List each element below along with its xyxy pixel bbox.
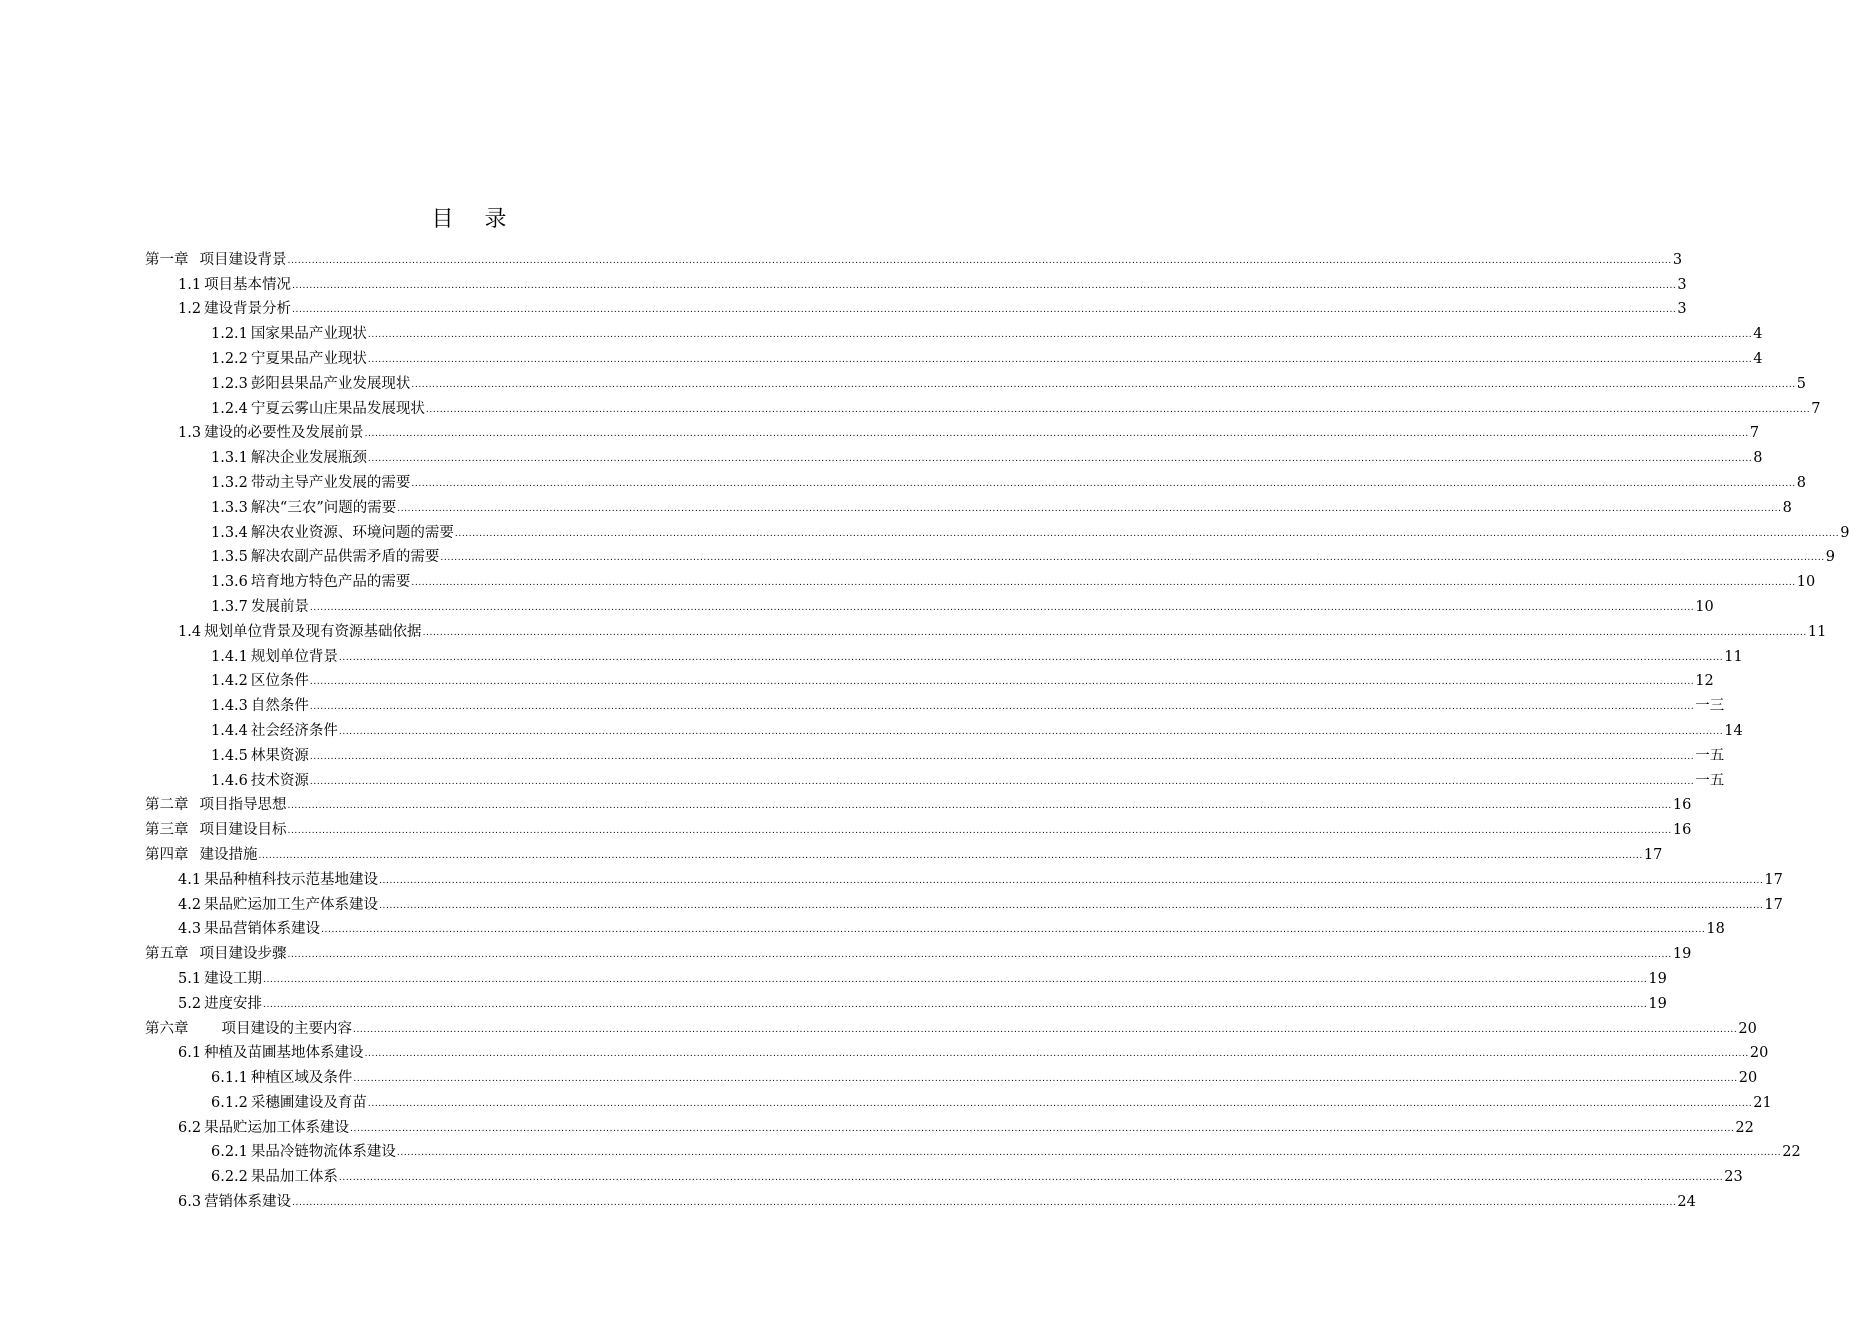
toc-dot-leader: ................................................................................................................................................................................................................................................................................................................................................................................................................ (287, 255, 1672, 266)
toc-entry-number: 1.4 (178, 623, 202, 640)
toc-dot-leader: ................................................................................................................................................................................................................................................................................................................................................................................................................ (364, 429, 1749, 440)
toc-entry-title: 果品加工体系 (250, 1169, 338, 1186)
toc-dot-leader: ................................................................................................................................................................................................................................................................................................................................................................................................................ (338, 1173, 1724, 1184)
toc-entry-title: 果品冷链物流体系建设 (250, 1144, 396, 1161)
toc-entry-number: 6.2.2 (211, 1169, 248, 1186)
toc-entry-text (145, 795, 287, 815)
toc-entry-text (178, 895, 378, 915)
toc-dot-leader: ................................................................................................................................................................................................................................................................................................................................................................................................................ (292, 305, 1677, 316)
toc-dot-leader: ................................................................................................................................................................................................................................................................................................................................................................................................................ (367, 1098, 1753, 1109)
toc-dot-leader: ................................................................................................................................................................................................................................................................................................................................................................................................................ (350, 1123, 1735, 1134)
toc-dot-leader: ................................................................................................................................................................................................................................................................................................................................................................................................................ (411, 478, 1796, 489)
toc-dot-leader: ................................................................................................................................................................................................................................................................................................................................................................................................................ (309, 702, 1695, 713)
toc-entry-number: 1.3.1 (211, 450, 248, 467)
toc-entry-number: 6.3 (178, 1194, 202, 1211)
toc-entry[interactable] (145, 989, 1667, 1014)
toc-entry-text (211, 448, 367, 468)
toc-entry-number: 1.2.1 (211, 326, 248, 343)
toc-entry-text (178, 994, 262, 1014)
toc-entry-title: 采穗圃建设及育苗 (250, 1094, 367, 1111)
toc-entry[interactable] (145, 667, 1714, 692)
toc-dot-leader: ................................................................................................................................................................................................................................................................................................................................................................................................................ (353, 1024, 1738, 1035)
toc-entry-text (178, 299, 291, 319)
toc-page-number: 21 (1753, 1094, 1772, 1111)
toc-entry-title: 果品贮运加工体系建设 (204, 1119, 350, 1136)
toc-entry-text (178, 1192, 291, 1212)
toc-entry-number: 1.3.4 (211, 524, 248, 541)
toc-entry[interactable] (145, 1113, 1754, 1138)
toc-entry[interactable] (145, 865, 1783, 890)
toc-entry-number: 第二章 (145, 797, 189, 814)
toc-dot-leader: ................................................................................................................................................................................................................................................................................................................................................................................................................ (425, 404, 1811, 415)
toc-dot-leader: ................................................................................................................................................................................................................................................................................................................................................................................................................ (309, 602, 1695, 613)
toc-entry-title: 进度安排 (204, 995, 263, 1012)
toc-entry-title: 带动主导产业发展的需要 (250, 474, 411, 491)
toc-entry[interactable] (145, 344, 1763, 369)
toc-title: 目 录 (431, 207, 519, 232)
toc-page-number: 3 (1672, 251, 1683, 268)
toc-entry[interactable] (145, 1063, 1758, 1088)
toc-page-number: 24 (1677, 1194, 1696, 1211)
toc-entry-number: 4.3 (178, 921, 202, 938)
toc-entry[interactable] (145, 691, 1725, 716)
toc-dot-leader: ................................................................................................................................................................................................................................................................................................................................................................................................................ (411, 578, 1796, 589)
toc-entry-title: 果品贮运加工生产体系建设 (204, 896, 379, 913)
toc-dot-leader: ................................................................................................................................................................................................................................................................................................................................................................................................................ (287, 826, 1672, 837)
toc-page-number: 9 (1825, 549, 1835, 566)
toc-page-number: 22 (1735, 1119, 1754, 1136)
toc-page-number: 17 (1764, 896, 1783, 913)
toc-page-number: 22 (1782, 1144, 1801, 1161)
toc-page-number: 一三 (1695, 698, 1725, 715)
toc-entry-text (211, 572, 410, 592)
toc-entry-number: 6.1 (178, 1045, 202, 1062)
toc-entry-text (178, 919, 320, 939)
toc-entry-number: 4.2 (178, 896, 202, 913)
toc-entry[interactable] (145, 964, 1667, 989)
toc-dot-leader: ................................................................................................................................................................................................................................................................................................................................................................................................................ (397, 503, 1782, 514)
toc-entry[interactable] (145, 394, 1821, 419)
toc-entry[interactable] (145, 716, 1743, 741)
toc-dot-leader: ................................................................................................................................................................................................................................................................................................................................................................................................................ (367, 454, 1753, 465)
toc-entry-title: 项目建设背景 (199, 251, 287, 268)
toc-entry-number: 1.3.5 (211, 549, 248, 566)
toc-entry-title: 区位条件 (250, 673, 309, 690)
toc-entry-title: 林果资源 (250, 747, 309, 764)
toc-dot-leader: ................................................................................................................................................................................................................................................................................................................................................................................................................ (292, 1198, 1677, 1209)
toc-entry-text (178, 1118, 349, 1138)
toc-entry-title: 项目建设步骤 (199, 946, 287, 963)
toc-entry-number: 6.1.2 (211, 1094, 248, 1111)
toc-dot-leader: ................................................................................................................................................................................................................................................................................................................................................................................................................ (338, 726, 1724, 737)
toc-entry[interactable] (145, 1014, 1757, 1039)
toc-dot-leader: ................................................................................................................................................................................................................................................................................................................................................................................................................ (367, 354, 1753, 365)
toc-page-number: 5 (1796, 375, 1806, 392)
toc-entry-title: 项目基本情况 (204, 276, 292, 293)
toc-dot-leader: ................................................................................................................................................................................................................................................................................................................................................................................................................ (379, 875, 1764, 886)
toc-page-number: 3 (1677, 276, 1687, 293)
toc-entry[interactable] (145, 939, 1692, 964)
toc-dot-leader: ................................................................................................................................................................................................................................................................................................................................................................................................................ (353, 1074, 1738, 1085)
toc-dot-leader: ................................................................................................................................................................................................................................................................................................................................................................................................................ (396, 1148, 1782, 1159)
toc-entry[interactable] (145, 1138, 1801, 1163)
toc-entry[interactable] (145, 295, 1687, 320)
toc-dot-leader: ................................................................................................................................................................................................................................................................................................................................................................................................................ (364, 1049, 1749, 1060)
toc-entry[interactable] (145, 1162, 1743, 1187)
toc-entry-number: 第六章 (145, 1020, 189, 1037)
toc-entry[interactable] (145, 642, 1743, 667)
toc-page-number: 11 (1807, 623, 1827, 640)
toc-entry[interactable] (145, 543, 1835, 568)
toc-entry-text (145, 944, 287, 964)
toc-entry-text (211, 473, 410, 493)
toc-entry-number: 1.4.5 (211, 747, 248, 764)
toc-entry-text (211, 349, 367, 369)
toc-entry[interactable] (145, 592, 1714, 617)
toc-entry[interactable] (145, 741, 1725, 766)
toc-page-number: 8 (1753, 450, 1763, 467)
toc-entry-title: 解决农副产品供需矛盾的需要 (250, 549, 440, 566)
toc-entry-title: 建设工期 (204, 970, 263, 987)
toc-entry-number: 1.2.2 (211, 350, 248, 367)
toc-page-number: 8 (1782, 499, 1792, 516)
toc-entry[interactable] (145, 443, 1763, 468)
toc-entry-text (211, 498, 396, 518)
toc-entry-text (145, 1019, 352, 1039)
toc-entry-number: 1.3 (178, 425, 202, 442)
toc-entry-number: 1.2 (178, 301, 202, 318)
toc-page-number: 20 (1738, 1070, 1758, 1087)
toc-entry-title: 建设措施 (199, 846, 258, 863)
toc-page-number: 12 (1695, 673, 1714, 690)
toc-entry-text (178, 622, 422, 642)
toc-entry-number: 1.3.6 (211, 574, 248, 591)
toc-entry-title: 果品营销体系建设 (204, 921, 321, 938)
toc-page-number: 一五 (1695, 772, 1725, 789)
toc-entry[interactable] (145, 270, 1687, 295)
toc-entry-title: 解决“三农”问题的需要 (250, 499, 397, 516)
toc-entry-title: 项目建设的主要内容 (221, 1020, 352, 1037)
toc-entry[interactable] (145, 815, 1692, 840)
toc-entry-title: 自然条件 (250, 698, 309, 715)
toc-entry-number: 1.3.7 (211, 598, 248, 615)
toc-page-number: 4 (1753, 350, 1763, 367)
toc-entry-text (178, 275, 291, 295)
toc-page-number: 19 (1648, 995, 1667, 1012)
toc-entry[interactable] (145, 890, 1783, 915)
toc-entry-text (211, 647, 338, 667)
toc-entry-title: 建设背景分析 (204, 301, 292, 318)
toc-entry-text (145, 845, 258, 865)
toc-entry[interactable] (145, 617, 1827, 642)
toc-entry-text (211, 771, 309, 791)
toc-page-number: 17 (1643, 846, 1663, 863)
toc-page-number: 7 (1811, 400, 1821, 417)
toc-entry[interactable] (145, 245, 1683, 270)
toc-page-number: 16 (1672, 822, 1692, 839)
toc-entry-title: 发展前景 (250, 598, 309, 615)
toc-entry-text (211, 1142, 396, 1162)
toc-entry-title: 规划单位背景及现有资源基础依据 (204, 623, 422, 640)
toc-page-number: 9 (1840, 524, 1849, 541)
toc-entry-title: 技术资源 (250, 772, 309, 789)
toc-entry[interactable] (145, 518, 1849, 543)
toc-entry[interactable] (145, 1187, 1696, 1212)
toc-entry[interactable] (145, 419, 1760, 444)
toc-entry-title: 国家果品产业现状 (250, 326, 367, 343)
toc-entry-number: 1.2.3 (211, 375, 248, 392)
toc-entry-title: 项目指导思想 (199, 797, 287, 814)
toc-list (145, 245, 1849, 1212)
toc-dot-leader: ................................................................................................................................................................................................................................................................................................................................................................................................................ (292, 280, 1677, 291)
toc-entry-title: 宁夏果品产业现状 (250, 350, 367, 367)
toc-entry-text (211, 374, 410, 394)
toc-entry-text (211, 324, 367, 344)
toc-entry-title: 彭阳县果品产业发展现状 (250, 375, 411, 392)
toc-entry-title: 种植及苗圃基地体系建设 (204, 1045, 364, 1062)
toc-entry-text (211, 523, 454, 543)
toc-entry[interactable] (145, 567, 1816, 592)
toc-entry-text (211, 746, 309, 766)
toc-entry-title: 规划单位背景 (250, 648, 338, 665)
toc-entry-number: 5.2 (178, 995, 202, 1012)
toc-entry-number: 6.1.1 (211, 1070, 248, 1087)
toc-page-number: 18 (1706, 921, 1725, 938)
toc-page-number: 10 (1796, 574, 1816, 591)
toc-entry[interactable] (145, 791, 1692, 816)
toc-entry-text (178, 870, 378, 890)
toc-entry-number: 第三章 (145, 822, 189, 839)
toc-dot-leader: ................................................................................................................................................................................................................................................................................................................................................................................................................ (263, 974, 1648, 985)
toc-page-number: 一五 (1695, 747, 1725, 764)
toc-page-number: 23 (1724, 1169, 1743, 1186)
toc-entry-number: 1.4.1 (211, 648, 248, 665)
toc-entry-title: 建设的必要性及发展前景 (204, 425, 364, 442)
toc-entry-title: 解决农业资源、环境问题的需要 (250, 524, 454, 541)
toc-entry-number: 1.4.2 (211, 673, 248, 690)
toc-entry-text (178, 1043, 364, 1063)
toc-entry[interactable] (145, 840, 1663, 865)
toc-entry-number: 1.3.2 (211, 474, 248, 491)
toc-entry-text (211, 1093, 367, 1113)
toc-entry[interactable] (145, 1039, 1769, 1064)
toc-dot-leader: ................................................................................................................................................................................................................................................................................................................................................................................................................ (309, 677, 1695, 688)
toc-entry-text (211, 399, 425, 419)
toc-entry-text (178, 969, 262, 989)
toc-entry-title: 项目建设目标 (199, 822, 287, 839)
toc-page-number: 4 (1753, 326, 1763, 343)
toc-entry-text (178, 423, 364, 443)
toc-entry-title: 果品种植科技示范基地建设 (204, 871, 379, 888)
toc-page-number: 20 (1749, 1045, 1769, 1062)
toc-entry-text (211, 1068, 352, 1088)
toc-entry-title: 种植区域及条件 (250, 1070, 353, 1087)
toc-entry-text (145, 250, 287, 270)
toc-page-number: 3 (1677, 301, 1687, 318)
toc-dot-leader: ................................................................................................................................................................................................................................................................................................................................................................................................................ (287, 950, 1672, 961)
toc-entry-number: 4.1 (178, 871, 202, 888)
toc-page-number: 11 (1724, 648, 1743, 665)
toc-page-number: 19 (1672, 946, 1692, 963)
toc-dot-leader: ................................................................................................................................................................................................................................................................................................................................................................................................................ (309, 776, 1695, 787)
toc-entry-number: 6.2 (178, 1119, 202, 1136)
toc-entry[interactable] (145, 915, 1725, 940)
toc-entry-text (211, 547, 439, 567)
toc-entry-number: 1.4.6 (211, 772, 248, 789)
toc-page-number: 20 (1738, 1020, 1757, 1037)
toc-dot-leader: ................................................................................................................................................................................................................................................................................................................................................................................................................ (321, 925, 1706, 936)
toc-dot-leader: ................................................................................................................................................................................................................................................................................................................................................................................................................ (440, 553, 1825, 564)
toc-entry-number: 1.1 (178, 276, 202, 293)
toc-entry[interactable] (145, 766, 1725, 791)
toc-page-number: 17 (1764, 871, 1783, 888)
toc-entry-number: 第五章 (145, 946, 189, 963)
toc-entry[interactable] (145, 1088, 1772, 1113)
toc-dot-leader: ................................................................................................................................................................................................................................................................................................................................................................................................................ (367, 330, 1753, 341)
toc-entry-text (145, 820, 287, 840)
toc-entry-text (211, 671, 309, 691)
toc-entry-number: 1.3.3 (211, 499, 248, 516)
toc-dot-leader: ................................................................................................................................................................................................................................................................................................................................................................................................................ (379, 900, 1764, 911)
toc-page-number: 10 (1695, 598, 1714, 615)
toc-entry-number: 5.1 (178, 970, 202, 987)
toc-entry-text (211, 597, 309, 617)
toc-entry[interactable] (145, 319, 1763, 344)
toc-entry-number: 第四章 (145, 846, 189, 863)
toc-dot-leader: ................................................................................................................................................................................................................................................................................................................................................................................................................ (309, 751, 1695, 762)
toc-dot-leader: ................................................................................................................................................................................................................................................................................................................................................................................................................ (422, 627, 1807, 638)
toc-entry-number: 第一章 (145, 251, 189, 268)
toc-entry-number: 6.2.1 (211, 1144, 248, 1161)
toc-entry-text (211, 696, 309, 716)
toc-page-number: 8 (1796, 474, 1806, 491)
toc-entry[interactable] (145, 369, 1806, 394)
toc-entry[interactable] (145, 468, 1806, 493)
toc-entry-text (211, 1167, 338, 1187)
toc-dot-leader: ................................................................................................................................................................................................................................................................................................................................................................................................................ (454, 528, 1840, 539)
toc-entry[interactable] (145, 493, 1792, 518)
toc-page-number: 7 (1749, 425, 1760, 442)
toc-page-number: 19 (1648, 970, 1667, 987)
toc-entry-title: 社会经济条件 (250, 722, 338, 739)
toc-entry-number: 1.2.4 (211, 400, 248, 417)
toc-page-number: 16 (1672, 797, 1692, 814)
toc-entry-title: 培育地方特色产品的需要 (250, 574, 411, 591)
toc-dot-leader: ................................................................................................................................................................................................................................................................................................................................................................................................................ (287, 801, 1672, 812)
toc-dot-leader: ................................................................................................................................................................................................................................................................................................................................................................................................................ (263, 999, 1648, 1010)
toc-dot-leader: ................................................................................................................................................................................................................................................................................................................................................................................................................ (258, 850, 1643, 861)
toc-dot-leader: ................................................................................................................................................................................................................................................................................................................................................................................................................ (411, 379, 1796, 390)
toc-entry-title: 营销体系建设 (204, 1194, 292, 1211)
toc-entry-number: 1.4.3 (211, 698, 248, 715)
toc-entry-title: 解决企业发展瓶颈 (250, 450, 367, 467)
toc-entry-text (211, 721, 338, 741)
toc-page-number: 14 (1724, 722, 1743, 739)
toc-entry-number: 1.4.4 (211, 722, 248, 739)
toc-entry-title: 宁夏云雾山庄果品发展现状 (250, 400, 425, 417)
toc-dot-leader: ................................................................................................................................................................................................................................................................................................................................................................................................................ (338, 652, 1724, 663)
